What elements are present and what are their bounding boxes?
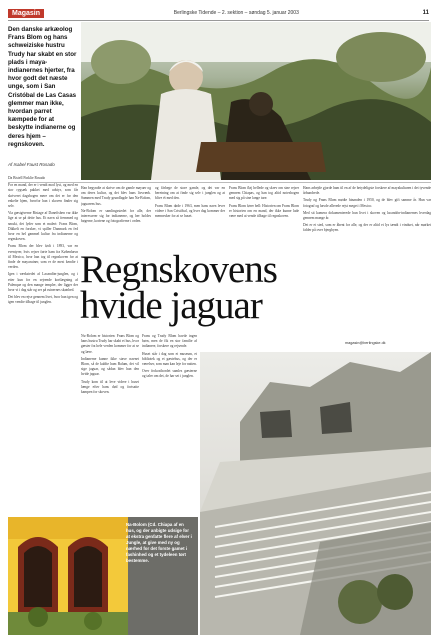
article-column-2-top: [81, 186, 151, 250]
paragraph: For en mand, der er i vendt mod lyst, og med en stor rygsæk pakket med udstyr, som får skriveret dagsbogen mere om det er for den enkelte hjem, hvorfor han i skoven finder sig selv.: [8, 183, 78, 209]
paragraph: Da Bistell Finklie Rosado: [8, 176, 46, 180]
paragraph: Frans Blom fører bell: Historien om Frans Blom er historien om en mand, der ikke kunne lade være med at vende tilbage til regnskoven.: [229, 203, 299, 219]
paragraph: Med sit kamera dokumenterede hun livet i skoven og lacandón-indianernes hverdag gennem mange år.: [303, 210, 431, 221]
jungle-portrait-photo: [81, 22, 431, 180]
byline: Af Isabel Faust Rosado: [8, 162, 55, 167]
headline: Regnskovens hvide jaguar: [80, 248, 277, 327]
article-column-3-bottom: [142, 334, 197, 514]
paragraph: Huset står i dag som et museum, et bibliotek og et gæstehus, og der er værelser, som man kan leje for natten.: [142, 351, 197, 367]
paragraph: Det er et sted, som er åbent for alle, og der er altid et lys tændt i vinduet, når mørket falder på over bjergbyen.: [303, 223, 431, 233]
paragraph: Han begyndte at skrive om de gamle mayaer og om deres kultur, og det blev hans livsværk. Sammen med Trudy grundlagde han Na-Bolom, jaguarens hus.: [81, 186, 151, 206]
paragraph: Frans og Trudy Blom havde ingen børn, men de fik en stor familie af indianere, forskere og rejsende.: [142, 334, 197, 349]
paragraph: Na-Bolom er samlingsstedet for alle, der interesserer sig for indianerne, og her holdes bøgerne, kortene og fotografierne i orden.: [81, 208, 151, 224]
paragraph: Frans Blom der blev født i 1893, var en eventyrer, hvis rejser førte ham fra København til Mexico, hvor han tog til regnskoven for at finde de mayaruiner, som er de mest kendte i verden.: [8, 244, 78, 270]
paragraph: Frans Blom døde i 1963, men hans navn lever videre i San Cristóbal, og hver dag kommer der mennesker for at se huset.: [155, 203, 225, 219]
masthead: Berlingske Tidende – 2. sektion – søndag 5. januar 2003: [173, 10, 299, 16]
article-column-1: [8, 176, 78, 514]
article-column-2-bottom: [81, 334, 139, 514]
paragraph: Trudy kom til at leve videre i huset længe efter hans død og fortsatte kampen for skoven.: [81, 379, 139, 395]
paragraph: Nu-Bolom er historien: Frans Blom og hans hustru Trudy har skabt et hus, hvor gæster fra hele verden kommer for at se og lære.: [81, 334, 139, 354]
paragraph: Indianerne kunne ikke stave navnet Blom, så de kaldte ham Balum, det vil sige jaguar, og sådan blev han den hvide jaguar.: [81, 356, 139, 377]
palenque-pyramid-photo: [200, 352, 431, 635]
article-column-4-top: [229, 186, 299, 250]
paragraph: Frans Blom fløj hellede og skrev om sine rejser gennem Chiapas, og han tog altid notesbogen med sig på sine lange ture.: [229, 186, 299, 201]
paragraph: Via gæstgiverne Bistage af Danefisben var ikke lige at se på dette hus. Et navn så fremmed og smukt, det lyder som et maleri: Frans Blom, Dikkelt en forsker, vi spiller Danmark en fed hvor en hel gammel kultur fra indianerne og regnskoven.: [8, 211, 78, 242]
paragraph: Over frokostbordet samles gæsterne og taler om det, de har set i junglen.: [142, 369, 197, 379]
lead-paragraph: Den danske arkæolog Frans Blom og hans schweiziske hustru Trudy har skabt en stor plads i maya-indianernes hjerter, fra hvor godt det næste unge, som i San Cristóbal de Las Casas glemmer man ikke, hvordan parret kæmpede for at beskytte indianerne og deres hjem – regnskoven.: [8, 26, 77, 148]
section-tag: Magasin: [8, 9, 44, 18]
paragraph: Igen i værkstedet af Lacandón-junglen, og i etter kun for en sejrende kortlægning af Palenque og den mange templer, der ligger der hvor vi i dag står og ser på ruinernes skønhed.: [8, 272, 78, 293]
paragraph: Hans arbejde gjorde ham til en af de betydeligste forskere af mayakulturen i det tyvende århundrede.: [303, 186, 431, 196]
photo-caption: Na-Bolom (Cd. Chiapa af en hus, og der anbigte udsige for at ekstra genfatte flere af elver i Jungle, at give med ny og nærhed for det forste gamet i fashinhed og et tydeleen tørt bestemme.: [126, 522, 192, 563]
page-number: 11: [422, 10, 429, 16]
article-column-3-top: [155, 186, 225, 250]
contact-email: magasin@berlingske.dk: [345, 341, 386, 345]
paragraph: og fårhege de store gamle, og det var en beretning om at finde sig selv i junglen og at blive ét med den.: [155, 186, 225, 201]
paragraph: Trudy og Frans Blom mødte hinanden i 1950, og de blev gift samme år. Hun var fotograf og havde allerede rejst meget i Mexico.: [303, 198, 431, 208]
article-column-5: [303, 186, 431, 336]
page-header: [8, 6, 429, 21]
paragraph: Det blev en rejse gennem livet, hvor han igen og igen vendte tilbage til junglen.: [8, 295, 78, 305]
